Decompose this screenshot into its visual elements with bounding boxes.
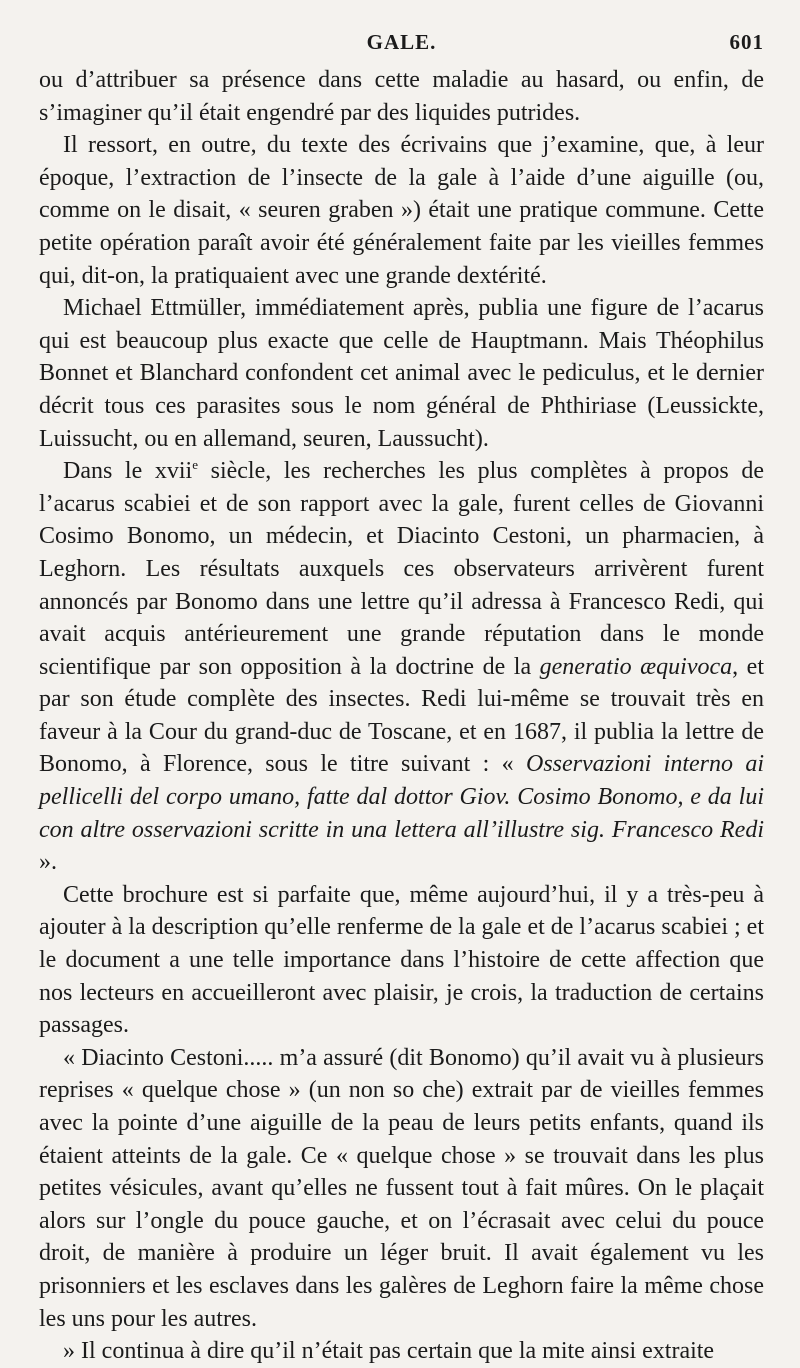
text-run: Michael Ettmüller, immédiatement après, publia une figure de l’acarus qui est beaucoup plus exacte que celle de Hauptmann. Mais Théophilus Bonnet et Blanchard confondent cet animal avec le pediculus, et le dernier décrit tous ces parasites sous le nom général de Phthiriase (Leussickte, Luissucht, ou en allemand, seuren, Laussucht). — [39, 295, 764, 452]
text-run: Cette brochure est si parfaite que, même aujourd’hui, il y a très-peu à ajouter à la description qu’elle renferme de la gale et de l’acarus scabiei ; et le document a une telle importance dans l’histoire de cette affection que nos lecteurs en accueilleront avec plaisir, je crois, la traduction de certains passages. — [39, 881, 764, 1039]
century-numeral: xvii — [154, 458, 193, 485]
text-run: ». — [39, 849, 57, 876]
paragraph — [39, 1335, 764, 1368]
text-run: , et par son étude complète des insectes. Redi lui-même se trouvait très en faveur à la Cour du grand-duc de Toscane, et en 1687, il publia la lettre de Bonomo, à Florence, sous le titre suivant : « — [39, 653, 764, 778]
text-run: Dans le — [63, 458, 155, 485]
text-run: siècle, les recherches les plus complètes à propos de l’acarus scabiei et de son rapport avec la gale, furent celles de Giovanni Cosimo Bonomo, un médecin, et Diacinto Cestoni, un pharmacien, à Leghorn. Les résultats auxquels ces observateurs arrivèrent furent annoncés par Bonomo dans une lettre qu’il adressa à Francesco Redi, qui avait acquis antérieurement une grande réputation dans le monde scientifique par son opposition à la doctrine de la — [39, 458, 764, 680]
paragraph — [39, 129, 764, 292]
text-run: Il ressort, en outre, du texte des écrivains que j’examine, que, à leur époque, l’extraction de l’insecte de la gale à l’aide d’une aiguille (ou, comme on le disait, « seuren graben ») était une pratique commune. Cette petite opération paraît avoir été généralement faite par les vieilles femmes qui, dit-on, la pratiquaient avec une grande dextérité. — [39, 132, 764, 289]
paragraph — [39, 879, 764, 1042]
italic-term: generatio æquivoca — [539, 653, 733, 680]
running-title: GALE. — [366, 30, 437, 54]
text-run: » Il continua à dire qu’il n’était pas certain que la mite ainsi extraite — [63, 1338, 715, 1365]
running-head — [39, 26, 764, 56]
paragraph — [39, 455, 764, 879]
text-run: ou d’attribuer sa présence dans cette maladie au hasard, ou enfin, de s’imaginer qu’il était engendré par des liquides putrides. — [39, 67, 764, 126]
paragraph — [39, 1042, 764, 1335]
page-number: 601 — [729, 30, 764, 54]
italic-title: Osservazioni interno ai pellicelli del corpo umano, fatte dal dottor Giov. Cosimo Bonomo, e da lui con altre osservazioni scritte in una lettera all’illustre sig. Francesco Redi — [39, 751, 765, 843]
superscript: e — [192, 457, 198, 473]
body-text — [39, 64, 764, 1368]
text-run: « Diacinto Cestoni..... m’a assuré (dit Bonomo) qu’il avait vu à plusieurs reprises « quelque chose » (un non so che) extrait par de vieilles femmes avec la pointe d’une aiguille de la peau de leurs petits enfants, quand ils étaient atteints de la gale. Ce « quelque chose » se trouvait dans les plus petites vésicules, avant qu’elles ne fussent tout à fait mûres. On le plaçait alors sur l’ongle du pouce gauche, et on l’écrasait avec celui du pouce droit, de manière à produire un léger bruit. Il avait également vu les prisonniers et les esclaves dans les galères de Leghorn faire la même chose les uns pour les autres. — [39, 1044, 764, 1332]
paragraph — [39, 292, 764, 455]
paragraph — [39, 64, 764, 129]
